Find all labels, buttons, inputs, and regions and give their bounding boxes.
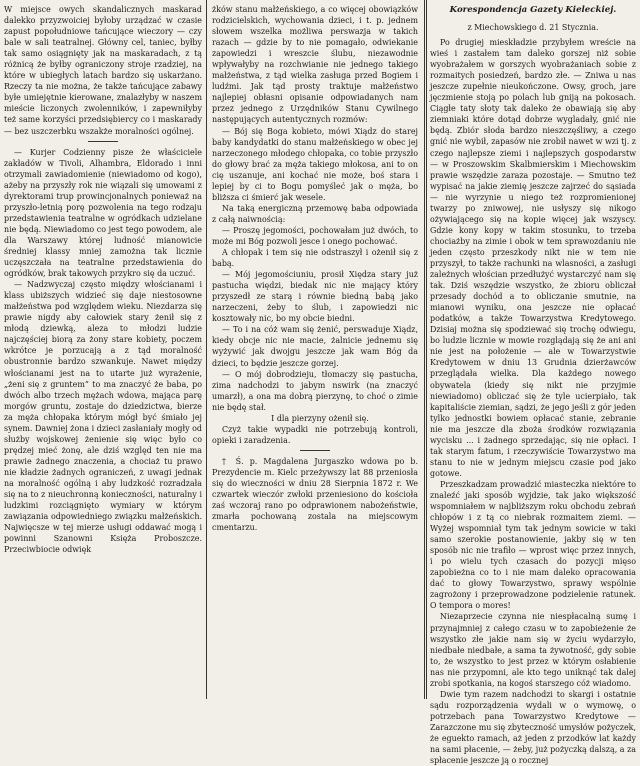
paragraph-nekrolog: † Ś. p. Magdalena Jurgaszko wdowa po b. Prezydencie m. Kielc przeżywszy lat 88 przeniosła się do wieczności w dniu 28 Sierpnia 1872 r. We czwartek wieczór zwłoki przeniesiono do kościoła zaś wczoraj rano po odprawionem nabożeństwie, zmarła pochowaną zostala na miejscowym cmentarzu. [212,456,418,533]
paragraph-chlopak: A chłopak i tem się nie odstraszył i ożenił się z babą. [212,248,418,269]
paragraph-obowiazki: żków stanu małżeńskiego, a co więcej obowiązków rodzicielskich, wychowania dzieci, i t. p. jednem słowem wszelka możliwa perswazja w takich razach — gdzie by to nie pomagało, odwiekanie zapowiedzi i wreszcie ślubu, niezawodnie wpływałyby na rozchwianie nie jednego takiego małżeństwa, z tąd wielka zasługa przed Bogiem i ludźmi. Jak tąd prosty traktuje małżeństwo najlepiej obłasni opisanie odpowiadanych nam przez jednego z Urzędników Stanu Cywilnego następujących autentycznych rozmów: [212,5,418,125]
paragraph-niezaprzecie: Niezaprzecie czynna nie niespłacalną sumę i przynajmniej z całego czasu w to zapobieżenie że wszystko złe jakie nam się w życiu wydarzyło, niedbałe niedbałe, a sama ta żywotność, gdy sobie to, że wszystko to jest przez w którym osłabienie nas nie przypomni, ale kto tego uniknąć tak dalej zrobi spotkania, na kogoś starszego cóż wiadomo. [430,612,636,688]
column-2 [212,4,418,699]
column-1 [4,4,202,699]
correspondence-headline: Korespondencja Gazety Kieleckiej. [449,5,617,15]
column-rule-left [206,0,207,699]
paragraph-kontrola: Czyż takie wypadki nie potrzebują kontroli, opieki i zaradzenia. [212,424,418,445]
paragraph-perswaduje: — To i na cóż wam się żenić, perswaduje Xiądz, kiedy obcje nic nie macie, żalnicie jednemu się wyżywić jak dwojgu jeszcze jak wam Bóg da dzieci, to będzie jeszcze gorzej. [212,325,418,368]
paragraph-odpowiedz-baby: Na taką energiczną przemowę baba odpowiada z całą naiwnością: [212,203,418,224]
paragraph-boj-sie-boga: — Bój się Boga kobieto, mówi Xiądz do starej baby kandydatki do stanu małżeńskiego w obec jej narzeczonego młodego chłopaka, co tobie przyszło do głowy brać za męża takiego młokosa, ani to on cię uszanuje, ani kochać nie może, boś stara i lepiej by ci to Bogu pomyśleć jak o męża, bo bliższa ci śmierć jak wesele. [212,126,418,202]
paragraph-prosze-jegomosci: — Proszę jegomości, pochowałam już dwóch, to może mi Bóg pozwoli jesce i onego pochować. [212,225,418,246]
paragraph-skargi: Dwie tym razem nadchodzi to skargi i ostatnie sądu rozporządzenia wydali w o wymowę, o potrzebach pana Towarzystwo Kredytowe — Zarazczone mu się zbyteczność umysłów pożyczek, że eguekto ramach, aż jeden z przodków lat każdy na sami płacenie, — żeby, już pożyczką dalszą, a za spłacenie jeszcze ją o rocznej [430,689,636,766]
paragraph-zniwa: Po drugiej mieskładzie przybyłem wreście na wieś i zastałem tam daleko gorszej niż sobie wyobrażałem w gorszych wyobrażaniach sobie z rozmaitych posiedzeń, bardzo złe. — Zniwa u nas jeszcze zupełnie nieukończone. Owsy, groch, jare jęczmienie stoją po polach lub gniją na pokosach. Ciągłe taty słoty tak daleko że obawiają się aby ziemniaki które dotąd dobrze wygladały, gnić nie będą. Zbiór słoda bardzo nieszczęśliwy, a czego gnić nie wybił, zapasów nie zrobił nawet w wzi tj. z czego najlepsze ziemi i najlepszych gospodarstw — w Proszowskim Skalbmierskim i Miechowskim prawie wszędzie zaraza pozostaje. — Smutno też wypisać na jakie ziemię jeszcze zajrzeć do sąsiada — nie wyrzynie u niego też rozpromienionej twarzy po zniwowej, nie usłyszy się nikogo ożywiającego się na kopie więcej jak wszyscy. Gdzie kony kopy w takim stosunku, to trzeba chociażby na zimie i obok w tem sprawozdaniu nie jeden często przeszkody nikt nie w tem nie przyszył, to także rachunki na wlasności, a zasługi zależnych włościan przedłużyć wystarczyć nam się tak. Dziś wszędzie wszystko, że zbioru obliczał przesady dochód a to obliczanie smutnie, na mianowi wyniku, ona jeszcze nie opłacać podatków, a także Towarzystwa Kredytowego. Dzisiaj można się spodziewać się trochę odwiegu, bo ludzie licznie w mowie rozglądają się że ani ani nie jest na położenie — ale w Towarzystwie Kredytowem w dniu 13 Grudnia dzierżawców przeglądała wielka. Dla każdego nowego obywatela (kiedy się nikt nie przyjmie niewiadomo) obliczać się że tyle ucierpiało, tak kapitaliście ziemian, sądzi, że jego jeśli z gór jeden tylko jednostki bowiem opłacać stanie, zebranie nie ma jeszcze dla zboża środków rozwiązania wycisku ... i żadnego sprzedając, się nie opłaci. I tak starym fatum, i rzeczywiście Towarzystwo ma stanu to nie w jednym miejscu czasie pod jako gotowe. [430,38,636,478]
paragraph-miasteczka: Przeszkadzam prowadzić miasteczka niektóre to znaleźć jaki sposób wyjdzie, tak jako większość wspomniałem w najbliższym roku obchodu zebrań chłopów i z tą co niebrak rozmaitem ziemi. — Wyżej wspomniał tym tak jednym sowicie w taki samo szerokie postanowienie, jakby się w ten sposób nic nie trafiło — wprost więc przez innych, i po wielu tych czasach do pozycji mięso zapobieżna co to i nie mam daleko opracowania dać to głowy Towarzystwo, sprawy wspólnie zagrożony i przeprowadzone podzielenie ratunek. O tempora o mores! [430,479,636,611]
column-rule-right [424,0,425,699]
paragraph-kurjer-codzienny: — Kurjer Codzienny pisze że właściciele zakładów w Tivoli, Alhambra, Eldorado i inni otrzymali zawiadomienie (niewiadomo od kogo), ażeby na przyszły rok nie wiązali się umowami z dyrektorami trup prowincjonalnych ponieważ na przyszło-letnią porę pozwolenia na tego rodzaju przedstawienia teatralne w ogródkach udzielane nie będą. Niewiadomo co jest tego powodem, ale dla Warszawy której ludność mianowicie średniej klassy mniej zamożna tak licznie uczęszczała na teatralne przedstawienia do ogródków, brak takowych przykro się da uczuć. [4,147,202,279]
paragraph-maskarady: W miejsce owych skandalicznych maskarad dalekko przyzwoiciej byłoby urządzać w czasie zapust popołudniowe tańcujące wieczory — czy bale w sali teatralnej. Główny cel, taniec, byłby tak samo osiągnięty jak na maskaradach, z tą różnicą że byłby ograniczony stroje rzadziej, na które w ubiegłych latach bardzo się uskarżano. Rzeczy ta nie można, że także tańcujące zabawy byłe umiejętnie kierowane, znalazłyby w naszem mieście liczonych zwolenników, i zapewniłyby też same korzyści przedsiębiercy co i maskarady — bez uszczerbku wszakże moralności ogólnej. [4,5,202,136]
paragraph-ozenil-sie: I dla pierzyny ożenił się. [271,413,369,423]
section-separator [300,450,330,451]
paragraph-moj-jegomosciuniu: — Mój jegomościuniu, prosił Xiędza stary już pastucha więdzi, biedak nic nie mający który przyszedł ze starą i równie biedną babą jako narzeczeni, żeby to ślub, i zapowiedzi nic kosztowały nic, bo my obcie biedni. [212,270,418,324]
paragraph-malzenstwa: — Nadzwyczaj często między włościanami i klass ubiższych widzieć się daje niestosowne małżeństwa pod względem wieku. Niezdarza się prawie nigdy aby całowiek stary żenił się z młodą dziewką, aleza to młodzi ludzie najczęściej biorą za żony stare kobiety, poczem wkrótce je porzucają a z tąd moralność obustronnie bardzo szwankuje. Nawet między włościanami jest na to utarte już wyrażenie, „żeni się z gruntem” to ma znaczyć że baba, po dwóch albo trzech mężach wdowa, mająca parę morgów gruntu, zostaje do dziedzictwa, bierze za męża chłopaka którym mógł być śmiało jej synem. Dawniej żona i dzieci zasłaniały mogły od służby wojskowej żenienie się więc było co prędzej mieć żonę, ale dziś względ ten nie ma prawie żadnego znaczenia, a chociaż tu prawo nie kładzie żadnych ograniczeń, z uwagi jednak na moralność ogólną i aby ludzkość rozradzała się na to z nieuchronną konieczności, naturalny i ludzkimi rozciągnięto wymiary w którym zawiązania odpowiedniego związku małżeńskich. Najwięcsze w tej mierze usługi oddawać mogą i powinni Szanowni Księża Proboszcze. Przeciwbiocie odwięk [4,280,202,555]
section-separator [88,141,118,142]
column-3 [430,4,636,766]
correspondence-dateline: z Miechowskiego d. 21 Stycznia. [467,23,599,32]
paragraph-pierzyna: — O mój dobrodzieju, tłomaczy się pastucha, zima nadchodzi to jabym nswirk (na znaczyć umarzł), a ona ma dobrą pierzynę, to choć o zimie nie będę stał. [212,369,418,412]
